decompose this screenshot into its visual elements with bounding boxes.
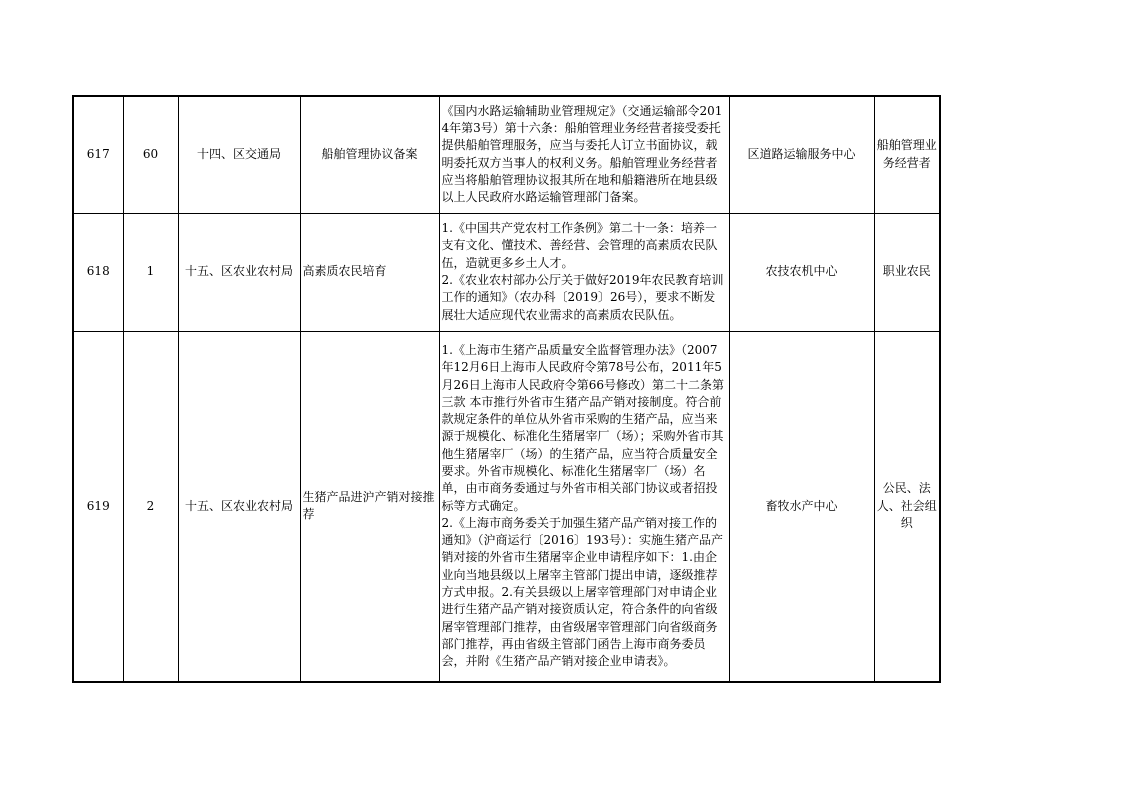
legal-basis-cell xyxy=(439,331,729,682)
basis-paragraph: 1.《中国共产党农村工作条例》第二十一条：培养一支有文化、懂技术、善经营、会管理的高素质农民队伍，造就更多乡土人才。 xyxy=(441,221,718,270)
item-name-cell: 高素质农民培育 xyxy=(300,213,439,331)
table-row xyxy=(73,331,940,682)
implementing-unit-cell: 区道路运输服务中心 xyxy=(729,96,874,213)
department-cell: 十五、区农业农村局 xyxy=(178,213,300,331)
table-row xyxy=(73,213,940,331)
seq-cell: 618 xyxy=(73,213,123,331)
department-cell: 十四、区交通局 xyxy=(178,96,300,213)
implementing-unit-cell: 畜牧水产中心 xyxy=(729,331,874,682)
sub-seq-cell: 1 xyxy=(123,213,178,331)
department-cell: 十五、区农业农村局 xyxy=(178,331,300,682)
sub-seq-cell: 60 xyxy=(123,96,178,213)
basis-paragraph: 2.《上海市商务委关于加强生猪产品产销对接工作的通知》（沪商运行〔2016〕193号）：实施生猪产品产销对接的外省市生猪屠宰企业申请程序如下：1.由企业向当地县级以上屠宰主管部门提出申请，逐级推荐方式申报。2.有关县级以上屠宰管理部门对申请企业进行生猪产品产销对接资质认定，符合条件的向省级屠宰管理部门推荐，由省级屠宰管理部门向省级商务部门推荐，再由省级主管部门函告上海市商务委员会，并附《生猪产品产销对接企业申请表》。 xyxy=(441,515,723,669)
legal-basis-cell xyxy=(439,96,729,213)
item-name-cell: 船舶管理协议备案 xyxy=(300,96,439,213)
item-name-cell: 生猪产品进沪产销对接推荐 xyxy=(300,331,439,682)
target-cell: 公民、法人、社会组织 xyxy=(874,331,940,682)
service-items-table xyxy=(72,95,941,683)
basis-paragraph: 《国内水路运输辅助业管理规定》（交通运输部令2014年第3号）第十六条：船舶管理业务经营者接受委托提供船舶管理服务，应当与委托人订立书面协议，载明委托双方当事人的权利义务。船舶管理业务经营者应当将船舶管理协议报其所在地和船籍港所在地县级以上人民政府水路运输管理部门备案。 xyxy=(441,103,723,205)
sub-seq-cell: 2 xyxy=(123,331,178,682)
seq-cell: 619 xyxy=(73,331,123,682)
implementing-unit-cell: 农技农机中心 xyxy=(729,213,874,331)
target-cell: 职业农民 xyxy=(874,213,940,331)
basis-paragraph: 2.《农业农村部办公厅关于做好2019年农民教育培训工作的通知》（农办科〔2019〕26号），要求不断发展壮大适应现代农业需求的高素质农民队伍。 xyxy=(441,273,724,322)
legal-basis-cell xyxy=(439,213,729,331)
target-cell: 船舶管理业务经营者 xyxy=(874,96,940,213)
table-row xyxy=(73,96,940,213)
seq-cell: 617 xyxy=(73,96,123,213)
basis-paragraph: 1.《上海市生猪产品质量安全监督管理办法》（2007年12月6日上海市人民政府令第78号公布，2011年5月26日上海市人民政府令第66号修改）第二十二条第三款 本市推行外省市生猪产品产销对接制度。符合前款规定条件的单位从外省市采购的生猪产品，应当来源于规模化、标准化生猪屠宰厂（场）；采购外省市其他生猪屠宰厂（场）的生猪产品，应当符合质量安全要求。外省市规模化、标准化生猪屠宰厂（场）名单，由市商务委通过与外省市相关部门协议或者招投标等方式确定。 xyxy=(441,342,725,513)
